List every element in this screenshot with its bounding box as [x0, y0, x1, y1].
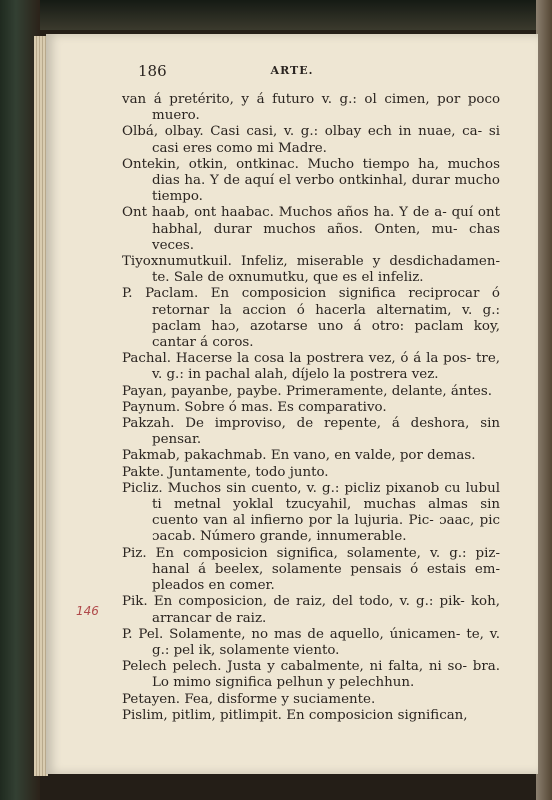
entry-pakmab: Pakmab, pakachmab. En vano, en valde, por demas. — [122, 448, 476, 464]
cover-right — [536, 0, 552, 800]
entry-petayen: Petayen. Fea, disforme y suciamente. — [122, 691, 376, 707]
margin-note: 146 — [76, 604, 99, 618]
entry-pakte: Pakte. Juntamente, todo junto. — [122, 464, 329, 480]
entry-pel: P. Pel. Solamente, no mas de aquello, únicamen- te, v. g.: pel ik, solamente viento. — [122, 626, 500, 658]
entry-picliz: Picliz. Muchos sin cuento, v. g.: picliz pixanob cu lubul ti metnal yoklal tzucyahil, muchas almas sin cuento van al infierno por la lujuria. Pic- ɔaac, pic ɔacab. Número grande, innumerable. — [122, 480, 500, 545]
entry-pachal: Pachal. Hacerse la cosa la postrera vez, ó á la pos- tre, v. g.: in pachal alah, díjelo la postrera vez. — [122, 351, 500, 383]
entry-pislim: Pislim, pitlim, pitlimpit. En composicion significan, — [122, 707, 468, 723]
entry-tiyoxnumutkuil: Tiyoxnumutkuil. Infeliz, miserable y desdichadamen- te. Sale de oxnumutku, que es el infeliz. — [122, 254, 500, 286]
running-head: ARTE. — [270, 64, 314, 77]
entry-ontekin: Ontekin, otkin, ontkinac. Mucho tiempo ha, muchos dias ha. Y de aquí el verbo ontkinhal, durar mucho tiempo. — [122, 156, 500, 205]
entry-pelech: Pelech pelech. Justa y cabalmente, ni falta, ni so- bra. Lo mimo significa pelhun y pelechhun. — [122, 659, 500, 691]
page — [46, 34, 538, 774]
entry-piz: Piz. En composicion significa, solamente, v. g.: piz- hanal á beelex, solamente pensais ó estais em- pleados en comer. — [122, 545, 500, 594]
entry-payan: Payan, payanbe, paybe. Primeramente, delante, ántes. — [122, 383, 492, 399]
entry-paynum: Paynum. Sobre ó mas. Es comparativo. — [122, 399, 387, 415]
cover-top — [0, 0, 552, 30]
entry-pakzah: Pakzah. De improviso, de repente, á deshora, sin pensar. — [122, 416, 500, 448]
entry-line: van á pretérito, y á futuro v. g.: ol cimen, por poco muero. — [122, 92, 501, 124]
entry-olba: Olbá, olbay. Casi casi, v. g.: olbay ech in nuae, ca- si casi eres como mi Madre. — [122, 124, 500, 156]
entry-paclam: P. Paclam. En composicion significa reciprocar ó retornar la accion ó hacerla alternatim, v. g.: paclam haɔ, azotarse uno á otro: paclam koy, cantar á coros. — [122, 286, 500, 351]
dictionary-text — [122, 92, 500, 724]
entry-ont-haab: Ont haab, ont haabac. Muchos años ha. Y de a- quí ont habhal, durar muchos años. Onten, mu- chas veces. — [122, 205, 500, 253]
page-header — [46, 62, 538, 82]
entry-pik: Pik. En composicion, de raiz, del todo, v. g.: pik- koh, arrancar de raiz. — [122, 594, 500, 626]
page-number: 186 — [138, 62, 167, 80]
